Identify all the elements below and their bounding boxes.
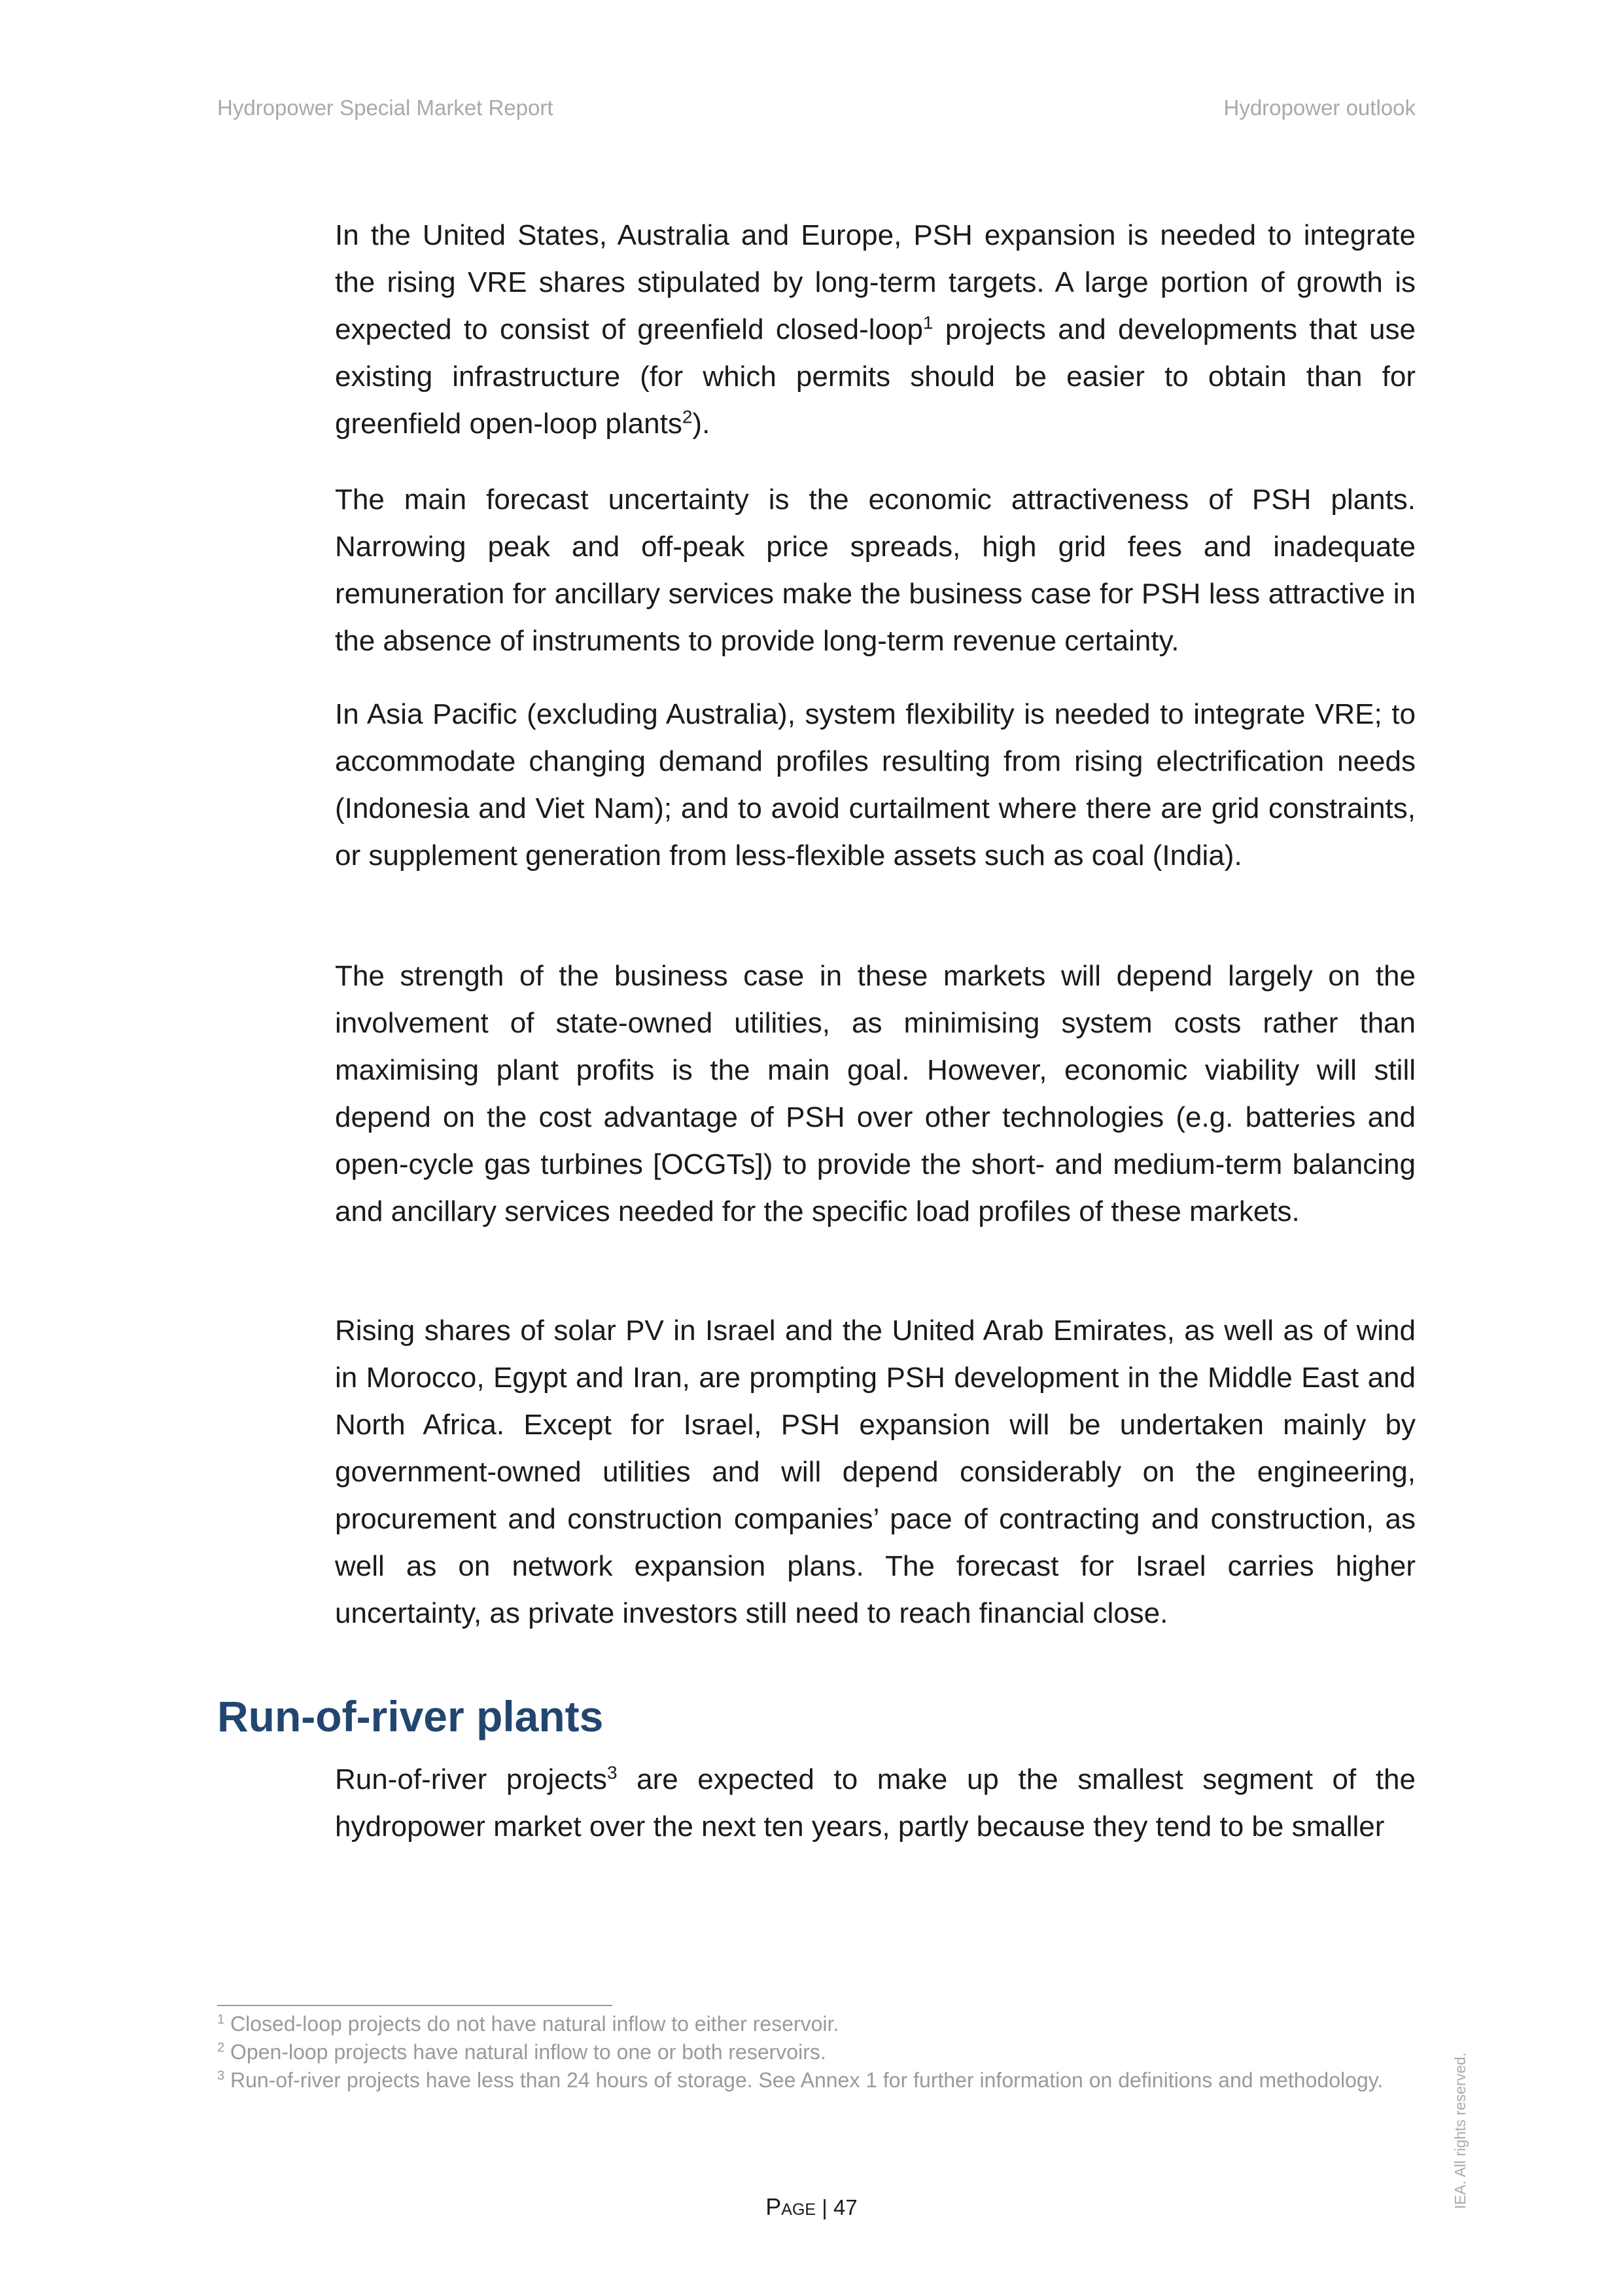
footnote-number: 3 bbox=[217, 2068, 225, 2083]
header-report-title: Hydropower Special Market Report bbox=[217, 96, 553, 120]
footnote-ref-3[interactable]: 3 bbox=[606, 1762, 618, 1783]
paragraph-text: are expected to make up the smallest segment of the hydropower market over the next ten years, partly because they tend to be smaller bbox=[335, 1763, 1416, 1843]
paragraph-asia-pacific: In Asia Pacific (excluding Australia), system flexibility is needed to integrate VRE; to accommodate changing demand profiles resulting from rising electrification needs (Indonesia and Viet Nam); and to avoid curtailment where there are grid constraints, or supplement generation from less-flexible assets such as coal (India). bbox=[335, 698, 1416, 872]
footnote-text: Closed-loop projects do not have natural inflow to either reservoir. bbox=[224, 2012, 839, 2036]
page-number-value: 47 bbox=[833, 2195, 858, 2219]
running-header bbox=[217, 96, 1416, 120]
footnote-text: Open-loop projects have natural inflow to one or both reservoirs. bbox=[224, 2040, 826, 2064]
footnote-divider bbox=[217, 2005, 612, 2006]
paragraph-business-case: The strength of the business case in these markets will depend largely on the involvement of state-owned utilities, as minimising system costs rather than maximising plant profits is the main goal. However, economic viability will still depend on the cost advantage of PSH over other technologies (e.g. batteries and open-cycle gas turbines [OCGTs]) to provide the short- and medium-term balancing and ancillary services needed for the specific load profiles of these markets. bbox=[335, 960, 1416, 1227]
paragraph-us-australia-europe bbox=[335, 212, 1416, 448]
page-separator: | bbox=[816, 2195, 833, 2219]
footnote-3 bbox=[217, 2066, 1421, 2094]
page-number bbox=[0, 2193, 1623, 2221]
paragraph-text: projects and developments that use existing infrastructure (for which permits should be easier to obtain than for greenfield open-loop plants bbox=[335, 313, 1416, 440]
paragraph-text: In the United States, Australia and Europe, PSH expansion is needed to integrate the rising VRE shares stipulated by long-term targets. A large portion of growth is expected to consist of greenfield closed-loop bbox=[335, 219, 1416, 345]
page-label: Page bbox=[765, 2193, 816, 2220]
footnotes bbox=[217, 2010, 1421, 2094]
footnote-1 bbox=[217, 2010, 1421, 2038]
paragraph-text: ). bbox=[692, 408, 710, 440]
paragraph-text: Run-of-river projects bbox=[335, 1763, 607, 1795]
footnote-number: 1 bbox=[217, 2012, 225, 2027]
paragraph-middle-east-north-africa: Rising shares of solar PV in Israel and the United Arab Emirates, as well as of wind in Morocco, Egypt and Iran, are prompting PSH development in the Middle East and North Africa. Except for Israel, PSH expansion will be undertaken mainly by government-owned utilities and will depend considerably on the engineering, procurement and construction companies’ pace of contracting and construction, as well as on network expansion plans. The forecast for Israel carries higher uncertainty, as private investors still need to reach financial close. bbox=[335, 1315, 1416, 1629]
footnote-ref-2[interactable]: 2 bbox=[682, 406, 693, 427]
footnote-ref-1[interactable]: 1 bbox=[922, 312, 934, 333]
footnote-number: 2 bbox=[217, 2040, 225, 2055]
footnote-2 bbox=[217, 2038, 1421, 2066]
rights-notice: IEA. All rights reserved. bbox=[1452, 2052, 1469, 2209]
footnote-text: Run-of-river projects have less than 24 hours of storage. See Annex 1 for further information on definitions and methodology. bbox=[224, 2068, 1384, 2092]
header-chapter-title: Hydropower outlook bbox=[1223, 96, 1416, 120]
paragraph-forecast-uncertainty: The main forecast uncertainty is the economic attractiveness of PSH plants. Narrowing peak and off-peak price spreads, high grid fees and inadequate remuneration for ancillary services make the business case for PSH less attractive in the absence of instruments to provide long-term revenue certainty. bbox=[335, 484, 1416, 657]
section-heading-run-of-river: Run-of-river plants bbox=[217, 1692, 604, 1740]
paragraph-run-of-river bbox=[335, 1756, 1416, 1850]
